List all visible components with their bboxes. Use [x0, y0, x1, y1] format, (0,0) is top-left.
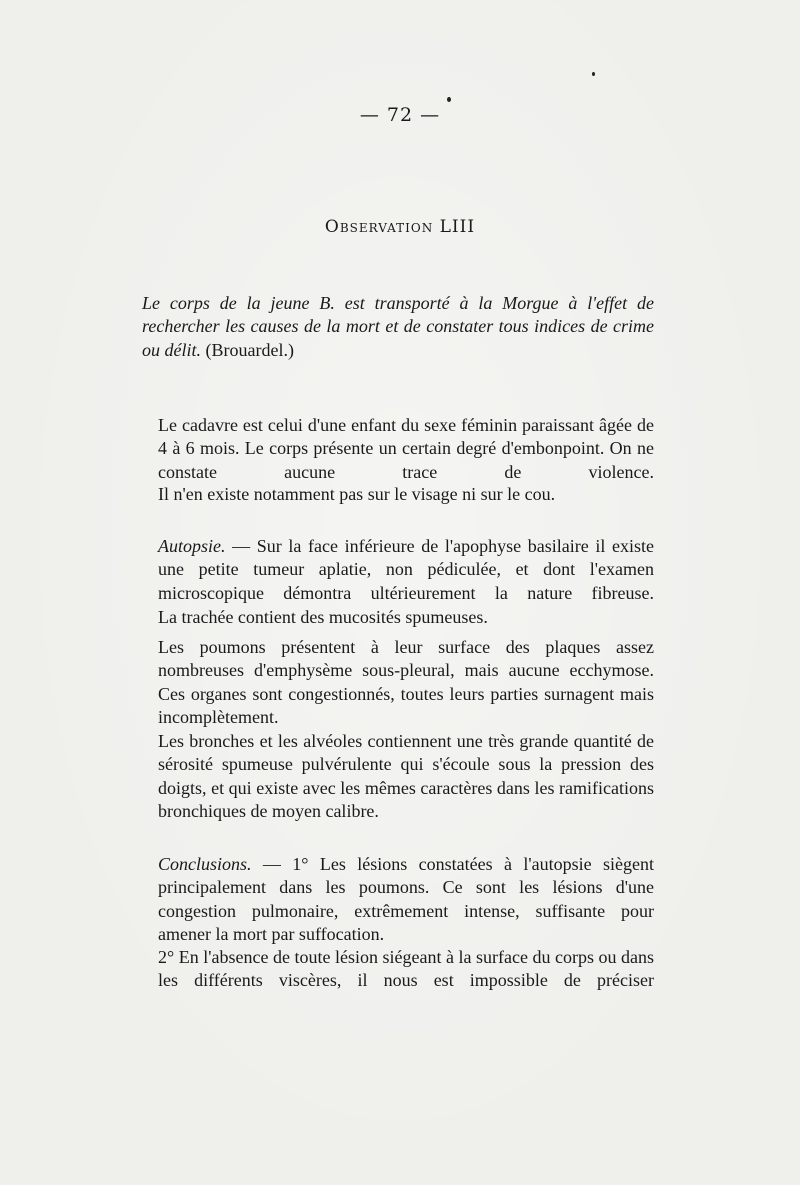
autopsie-label: Autopsie.: [158, 536, 226, 556]
autopsie-text: — Sur la face inférieure de l'apophyse basilaire il existe une petite tumeur aplatie, non pédiculée, et dont l'examen microscopique démontra ultérieurement la nature fibreuse.: [158, 536, 654, 603]
paragraph-conclusions: [158, 853, 654, 946]
paragraph-second-conclusion: 2° En l'absence de toute lésion siégeant à la surface du corps ou dans les différents viscères, il nous est impossible de préciser: [158, 947, 654, 991]
intro-paragraph: [142, 292, 654, 362]
paragraph-poumons: Les poumons présentent à leur surface des plaques assez nombreuses d'emphysème sous-pleural, mais aucune ecchymose. Ces organes sont congestionnés, toutes leurs parties surnagent mais incomplètement.: [158, 637, 654, 727]
conclusions-label: Conclusions.: [158, 854, 252, 874]
paragraph-autopsie: [158, 535, 654, 605]
heading-numeral: LIII: [439, 217, 476, 237]
ink-speck: [592, 72, 595, 76]
paragraph-bronches: Les bronches et les alvéoles contiennent une très grande quantité de sérosité spumeuse pulvérulente qui s'écoule sous la pression des doigts, et qui existe avec les mêmes caractères dans les ramifications bronchiques de moyen calibre.: [158, 731, 654, 821]
heading-word: Observation: [324, 217, 434, 237]
intro-author: (Brouardel.): [205, 339, 294, 360]
observation-heading: [0, 217, 800, 237]
page-number: — 72 —: [359, 104, 441, 126]
ink-speck: [447, 97, 451, 102]
paragraph-visage: Il n'en existe notamment pas sur le visage ni sur le cou.: [158, 484, 556, 504]
paragraph-trachee: La trachée contient des mucosités spumeuses.: [158, 607, 488, 627]
paragraph-cadavre: Le cadavre est celui d'une enfant du sexe féminin paraissant âgée de 4 à 6 mois. Le corps présente un certain degré d'embonpoint. On ne constate aucune trace de violence.: [158, 415, 654, 482]
conclusions-text: — 1° Les lésions constatées à l'autopsie siègent principalement dans les poumons. Ce sont les lésions d'une congestion pulmonaire, extrêmement intense, suffisante pour amener la mort par suffocation.: [158, 854, 654, 944]
intro-italic-text: Le corps de la jeune B. est transporté à la Morgue à l'effet de rechercher les causes de la mort et de constater tous indices de crime ou délit.: [142, 293, 654, 360]
